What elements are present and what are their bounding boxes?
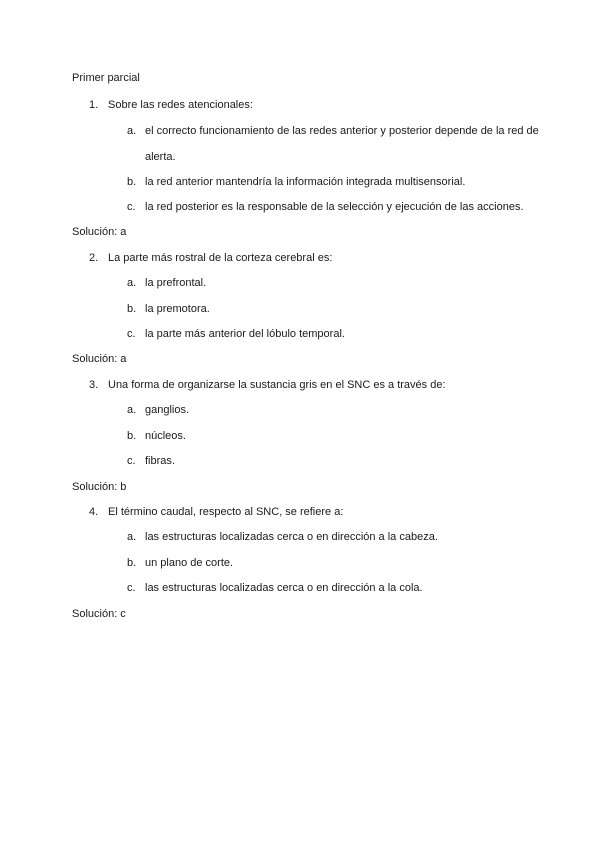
question-number: 4. (89, 506, 99, 518)
solution-3: Solución: b (72, 481, 127, 493)
option-text: la red posterior es la responsable de la selección y ejecución de las acciones. (145, 201, 524, 213)
question-text: Sobre las redes atencionales: (108, 99, 253, 111)
option-letter: a. (127, 125, 137, 137)
option-text: las estructuras localizadas cerca o en dirección a la cabeza. (145, 531, 438, 543)
question-number: 1. (89, 99, 99, 111)
question-text: Una forma de organizarse la sustancia gris en el SNC es a través de: (108, 379, 446, 391)
option-text: fibras. (145, 455, 175, 467)
question-number: 3. (89, 379, 99, 391)
option-letter: c. (127, 455, 136, 467)
option-letter: c. (127, 582, 136, 594)
option-text: núcleos. (145, 430, 186, 442)
solution-2: Solución: a (72, 353, 127, 365)
option-letter: b. (127, 430, 137, 442)
option-letter: a. (127, 531, 137, 543)
option-text: las estructuras localizadas cerca o en dirección a la cola. (145, 582, 423, 594)
solution-1: Solución: a (72, 226, 127, 238)
option-text: el correcto funcionamiento de las redes anterior y posterior depende de la red de alerta. (145, 125, 539, 163)
option-text: la prefrontal. (145, 277, 207, 289)
question-text: La parte más rostral de la corteza cerebral es: (108, 252, 333, 264)
option-text: la premotora. (145, 303, 210, 315)
option-letter: b. (127, 557, 137, 569)
question-text: El término caudal, respecto al SNC, se refiere a: (108, 506, 344, 518)
option-letter: c. (127, 201, 136, 213)
option-text: la red anterior mantendría la información integrada multisensorial. (145, 176, 466, 188)
question-number: 2. (89, 252, 99, 264)
document-title: Primer parcial (72, 72, 140, 84)
option-text: ganglios. (145, 404, 190, 416)
option-letter: c. (127, 328, 136, 340)
option-letter: a. (127, 277, 137, 289)
option-letter: a. (127, 404, 137, 416)
option-letter: b. (127, 176, 137, 188)
solution-4: Solución: c (72, 608, 126, 620)
option-text: un plano de corte. (145, 557, 234, 569)
option-text: la parte más anterior del lóbulo temporal. (145, 328, 345, 340)
option-letter: b. (127, 303, 137, 315)
